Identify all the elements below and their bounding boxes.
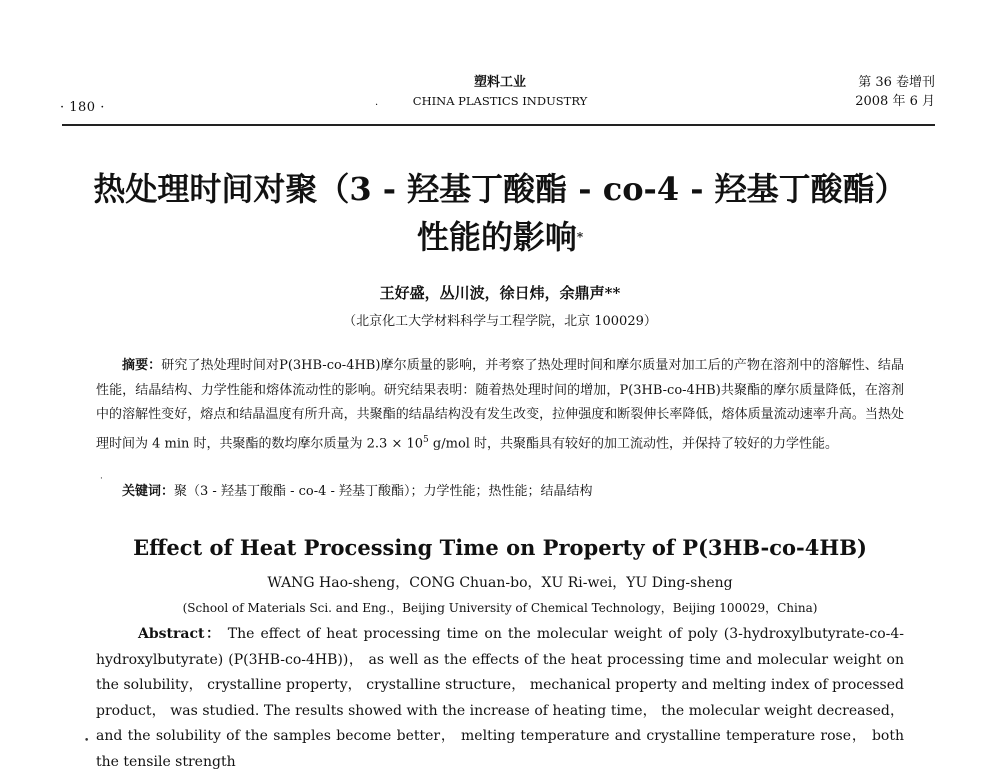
keywords-cn bbox=[96, 480, 904, 499]
affiliation: （北京化工大学材料科学与工程学院，北京 100029） bbox=[343, 314, 657, 329]
issue-date: 2008 年 6 月 bbox=[855, 93, 935, 109]
journal-name-en: CHINA PLASTICS INDUSTRY bbox=[412, 93, 588, 108]
abstract-cn-label: 摘要： bbox=[122, 358, 162, 373]
issue-info bbox=[855, 74, 935, 112]
title-line-2: 性能的影响 bbox=[416, 218, 577, 256]
journal-header bbox=[0, 74, 1000, 110]
page-number: · 180 · bbox=[60, 100, 105, 115]
english-affiliation: (School of Materials Sci. and Eng.，Beijing University of Chemical Technology，Beijing 100029，China) bbox=[182, 601, 818, 615]
abstract-cn-text-1: 研究了热处理时间对P(3HB-co-4HB)摩尔质量的影响，并考察了热处理时间和摩尔质量对加工后的产物在溶剂中的溶解性、结晶性能，结晶结构、力学性能和熔体流动性的影响。研究结果表明：随着热处理时间的增加，P(3HB-co-4HB)共聚酯的摩尔质量降低，在溶剂中的溶解性变好，熔点和结晶温度有所升高，共聚酯的结晶结构没有发生改变，拉伸强度和断裂伸长率降低，熔体质量流动速率升高。当热处理时间为 4 min 时，共聚酯的数均摩尔质量为 2.3 × 10 bbox=[96, 358, 904, 452]
journal-name-cn: 塑料工业 bbox=[473, 75, 526, 90]
scan-speck: • bbox=[84, 736, 90, 746]
title-footnote-mark: * bbox=[576, 230, 584, 244]
english-abstract-text: The effect of heat processing time on the molecular weight of poly (3-hydroxylbutyrate-co-4-hydroxylbutyrate) (P(3HB-co-4HB))， as well as the effects of the heat processing time and molecular weight on the solubility， crystalline property， crystalline structure， mechanical property and melting index of processed product， was studied. The results showed with the increase of heating time， the molecular weight decreased， and the solubility of the samples become better， melting temperature and crystalline temperature rose， both the tensile strength bbox=[96, 626, 904, 770]
english-abstract bbox=[96, 622, 904, 770]
scan-speck: · bbox=[100, 474, 103, 484]
header-rule bbox=[62, 124, 935, 126]
author-list: 王好盛，丛川波，徐日炜，余鼎声** bbox=[379, 284, 621, 302]
abstract-cn-exponent: 5 bbox=[423, 434, 429, 445]
title-line-2-wrap bbox=[0, 213, 1000, 261]
title-line-1: 热处理时间对聚（3 - 羟基丁酸酯 - co-4 - 羟基丁酸酯） bbox=[93, 170, 907, 208]
keywords-cn-label: 关键词： bbox=[122, 484, 175, 499]
english-abstract-label: Abstract： bbox=[138, 626, 222, 642]
abstract-cn-text-2: g/mol 时，共聚酯具有较好的加工流动性，并保持了较好的力学性能。 bbox=[428, 436, 839, 452]
keywords-cn-text: 聚（3 - 羟基丁酸酯 - co-4 - 羟基丁酸酯）；力学性能；热性能；结晶结构 bbox=[174, 484, 593, 499]
volume-label: 第 36 卷增刊 bbox=[858, 75, 935, 90]
paper-title bbox=[0, 165, 1000, 261]
scan-speck: · bbox=[375, 100, 379, 111]
english-title: Effect of Heat Processing Time on Property of P(3HB-co-4HB) bbox=[133, 535, 867, 560]
english-authors: WANG Hao-sheng，CONG Chuan-bo，XU Ri-wei，YU Ding-sheng bbox=[267, 575, 733, 591]
abstract-cn bbox=[96, 354, 904, 457]
